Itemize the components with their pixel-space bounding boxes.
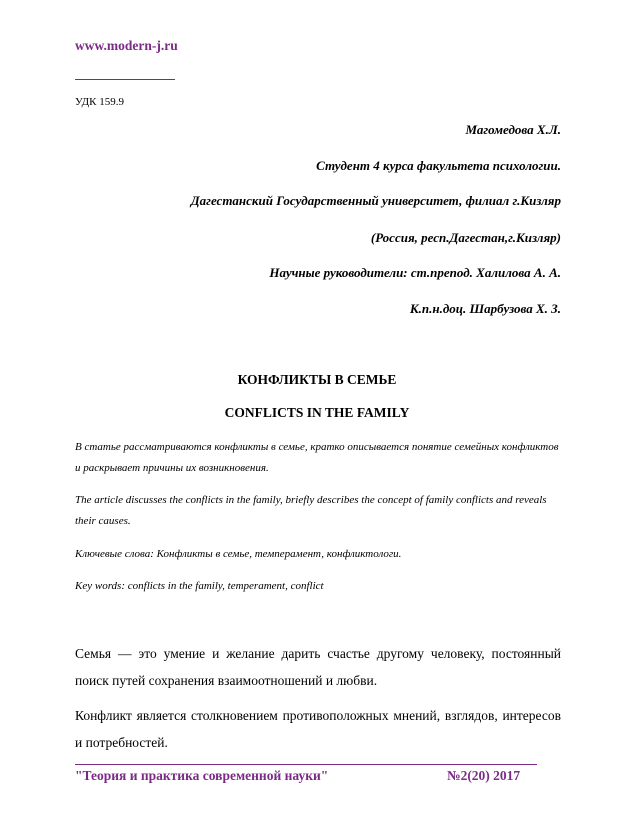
keywords-ru: Ключевые слова: Конфликты в семье, темперамент, конфликтологи. bbox=[75, 548, 402, 560]
footer-issue: №2(20) 2017 bbox=[447, 768, 521, 783]
author-university: Дагестанский Государственный университет, филиал г.Кизляр bbox=[190, 193, 561, 208]
body-paragraph: Конфликт является столкновением противоположных мнений, взглядов, интересов и потребностей. bbox=[75, 708, 561, 750]
abstract-ru: В статье рассматриваются конфликты в семье, кратко описывается понятие семейных конфликтов и раскрывает причины их возникновения. bbox=[75, 441, 559, 474]
footer-journal: "Теория и практика современной науки" bbox=[75, 768, 329, 783]
author-location: (Россия, респ.Дагестан,г.Кизляр) bbox=[370, 230, 561, 245]
footer-divider bbox=[75, 764, 537, 765]
body-paragraph: Семья — это умение и желание дарить счастье другому человеку, постоянный поиск путей сохранения взаимоотношений и любви. bbox=[75, 646, 561, 688]
header-divider bbox=[75, 79, 175, 80]
abstract-en: The article discusses the conflicts in the family, briefly describes the concept of family conflicts and reveals their causes. bbox=[75, 494, 547, 527]
udk-code: УДК 159.9 bbox=[75, 96, 125, 108]
supervisor-1: Научные руководители: ст.препод. Халилова А. А. bbox=[269, 265, 561, 280]
supervisor-2: К.п.н.доц. Шарбузова Х. З. bbox=[409, 301, 561, 316]
title-en: CONFLICTS IN THE FAMILY bbox=[224, 405, 410, 420]
author-name: Магомедова Х.Л. bbox=[465, 122, 561, 137]
title-ru: КОНФЛИКТЫ В СЕМЬЕ bbox=[237, 372, 397, 387]
author-position: Студент 4 курса факультета психологии. bbox=[316, 158, 561, 173]
keywords-en: Key words: conflicts in the family, temperament, conflict bbox=[75, 580, 324, 592]
site-url[interactable]: www.modern-j.ru bbox=[75, 38, 178, 53]
